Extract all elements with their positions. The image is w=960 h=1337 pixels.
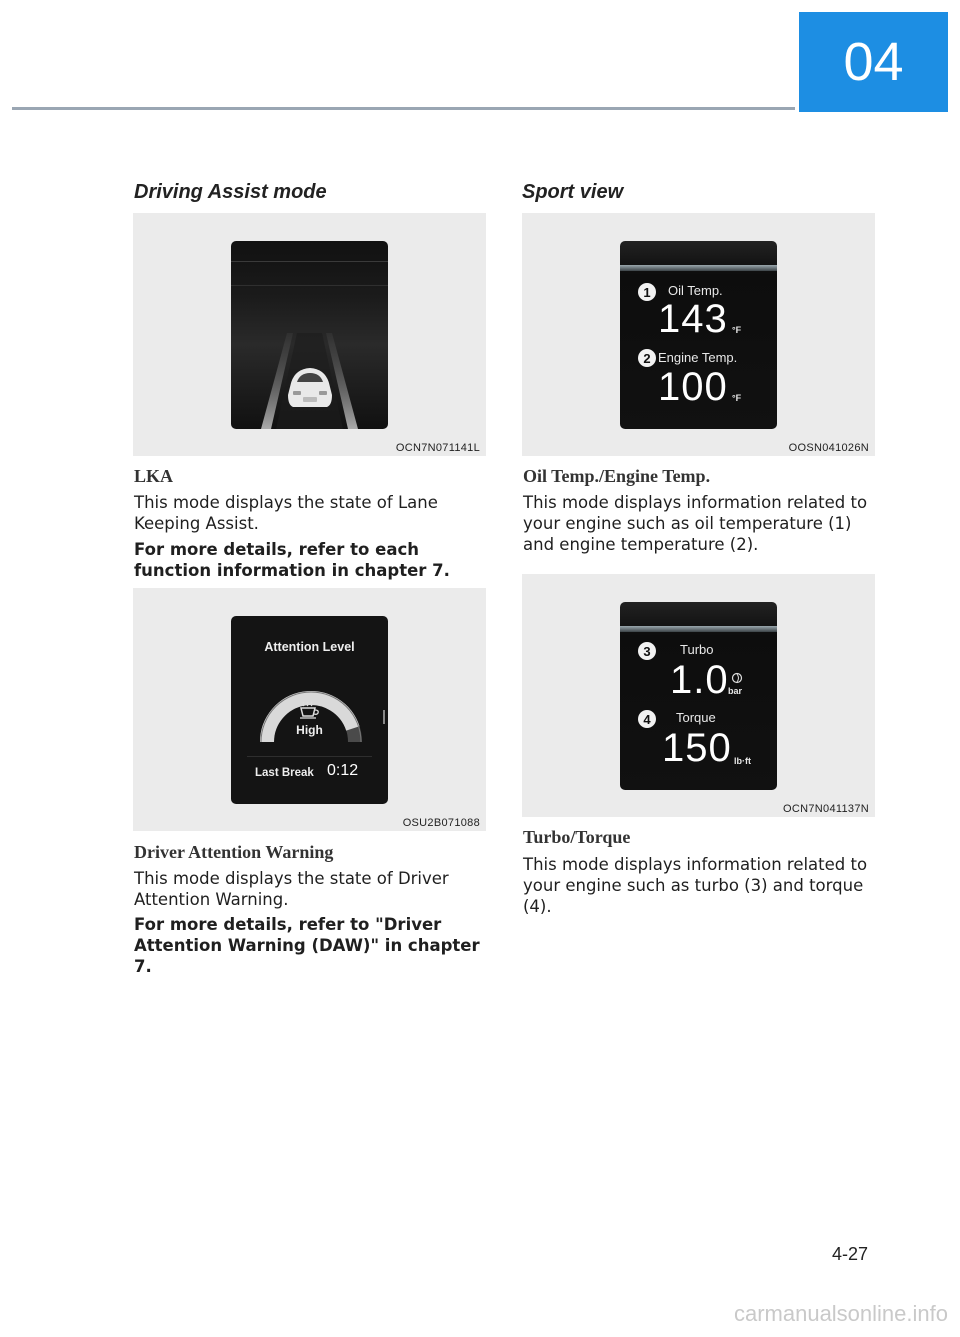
lka-body: This mode displays the state of Lane Keeping Assist. xyxy=(134,493,438,533)
figure-turbo-torque xyxy=(522,574,875,817)
oil-temp-unit: °F xyxy=(732,325,742,335)
turbo-display xyxy=(620,602,777,790)
last-break-label: Last Break xyxy=(255,767,314,779)
callout-1: 1 xyxy=(638,283,656,301)
page-number: 4-27 xyxy=(831,1244,868,1264)
side-indicator xyxy=(383,710,385,724)
attention-display xyxy=(231,616,388,804)
section-title-driving-assist: Driving Assist mode xyxy=(134,181,327,203)
figure-code: OSU2B071088 xyxy=(402,817,480,829)
callout-4: 4 xyxy=(638,710,656,728)
engine-temp-unit: °F xyxy=(732,393,742,403)
oil-temp-label: Oil Temp. xyxy=(668,283,723,298)
torque-unit: lb·ft xyxy=(734,756,751,766)
callout-3: 3 xyxy=(638,642,656,660)
attention-level-value: High xyxy=(296,723,323,737)
turbo-torque-body: This mode displays information related to your engine such as turbo (3) and torque (4). xyxy=(523,855,868,916)
lka-display xyxy=(231,241,388,429)
heading-lka: LKA xyxy=(134,466,174,486)
figure-code: OOSN041026N xyxy=(788,442,869,454)
daw-note: For more details, refer to "Driver Attention Warning (DAW)" in chapter 7. xyxy=(134,915,480,976)
attention-title: Attention Level xyxy=(264,640,355,654)
turbo-icon xyxy=(730,672,744,684)
torque-value: 150 xyxy=(662,726,732,770)
torque-label: Torque xyxy=(676,710,716,725)
figure-lka xyxy=(133,213,486,456)
section-title-sport-view: Sport view xyxy=(522,181,624,203)
oil-engine-body: This mode displays information related to your engine such as oil temperature (1) and engine temperature (2). xyxy=(523,493,868,554)
coffee-cup-icon xyxy=(297,700,321,720)
daw-body: This mode displays the state of Driver Attention Warning. xyxy=(134,869,449,909)
chapter-tab: 04 xyxy=(799,12,948,112)
figure-daw xyxy=(133,588,486,831)
engine-temp-value: 100 xyxy=(658,365,728,409)
last-break-value: 0:12 xyxy=(327,762,359,779)
callout-2: 2 xyxy=(638,349,656,367)
turbo-value: 1.0 xyxy=(670,658,729,702)
engine-temp-label: Engine Temp. xyxy=(658,350,738,365)
heading-oil-engine-temp: Oil Temp./Engine Temp. xyxy=(523,466,711,486)
turbo-unit: bar xyxy=(728,686,743,696)
car-rear-icon xyxy=(285,365,335,411)
heading-daw: Driver Attention Warning xyxy=(134,842,334,862)
figure-oil-engine-temp xyxy=(522,213,875,456)
watermark: carmanualsonline.info xyxy=(733,1301,948,1326)
turbo-label: Turbo xyxy=(680,642,714,657)
header-rule xyxy=(12,107,795,110)
oil-temp-value: 143 xyxy=(658,297,728,341)
heading-turbo-torque: Turbo/Torque xyxy=(523,827,631,847)
figure-code: OCN7N041137N xyxy=(783,803,869,815)
lka-note: For more details, refer to each function information in chapter 7. xyxy=(134,540,450,580)
figure-code: OCN7N071141L xyxy=(395,442,480,454)
oil-temp-display xyxy=(620,241,777,429)
